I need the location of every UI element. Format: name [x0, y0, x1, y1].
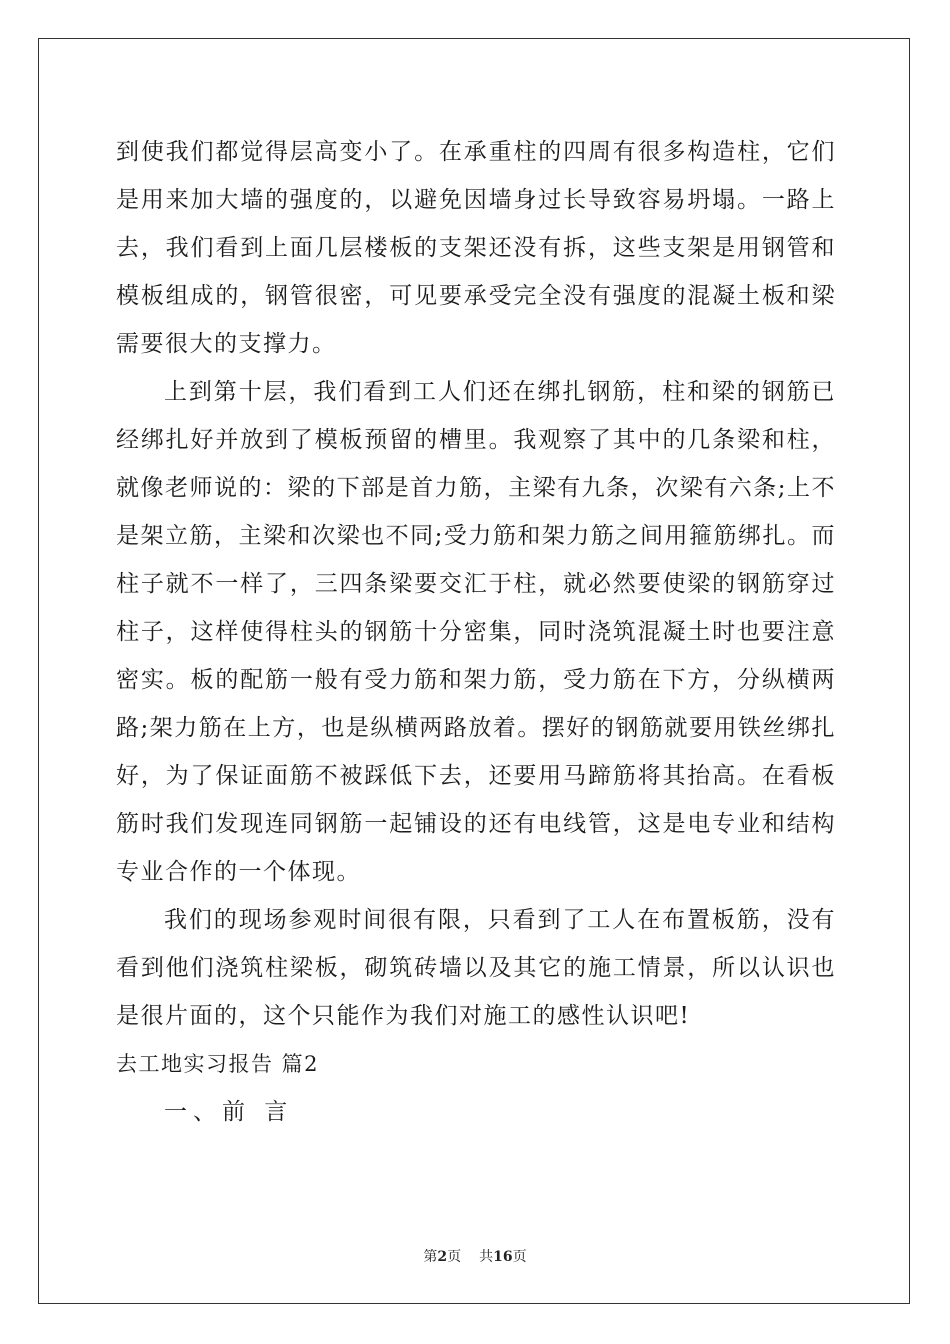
total-suffix: 页 [512, 1249, 527, 1265]
page-suffix: 页 [447, 1249, 462, 1265]
total-prefix: 共 [479, 1249, 494, 1265]
page-footer [0, 1246, 950, 1266]
section-title: 去工地实习报告 篇2 [116, 1052, 320, 1076]
page-prefix: 第 [423, 1249, 438, 1265]
page-number: 2 [437, 1249, 448, 1265]
document-body [116, 128, 836, 1136]
paragraph-3: 我们的现场参观时间很有限，只看到了工人在布置板筋，没有看到他们浇筑柱梁板，砌筑砖墙以及其它的施工情景，所以认识也是很片面的，这个只能作为我们对施工的感性认识吧! [116, 907, 836, 1029]
subheading-preface: 一、前 言 [164, 1099, 294, 1125]
total-pages: 16 [493, 1249, 513, 1265]
paragraph-1: 到使我们都觉得层高变小了。在承重柱的四周有很多构造柱，它们是用来加大墙的强度的，以避免因墙身过长导致容易坍塌。一路上去，我们看到上面几层楼板的支架还没有拆，这些支架是用钢管和模板组成的，钢管很密，可见要承受完全没有强度的混凝土板和梁需要很大的支撑力。 [116, 139, 836, 357]
paragraph-2: 上到第十层，我们看到工人们还在绑扎钢筋，柱和梁的钢筋已经绑扎好并放到了模板预留的槽里。我观察了其中的几条梁和柱，就像老师说的：梁的下部是首力筋，主梁有九条，次梁有六条;上不是架立筋，主梁和次梁也不同;受力筋和架力筋之间用箍筋绑扎。而柱子就不一样了，三四条梁要交汇于柱，就必然要使梁的钢筋穿过柱子，这样使得柱头的钢筋十分密集，同时浇筑混凝土时也要注意密实。板的配筋一般有受力筋和架力筋，受力筋在下方，分纵横两路;架力筋在上方，也是纵横两路放着。摆好的钢筋就要用铁丝绑扎好，为了保证面筋不被踩低下去，还要用马蹄筋将其抬高。在看板筋时我们发现连同钢筋一起铺设的还有电线管，这是电专业和结构专业合作的一个体现。 [116, 379, 836, 885]
